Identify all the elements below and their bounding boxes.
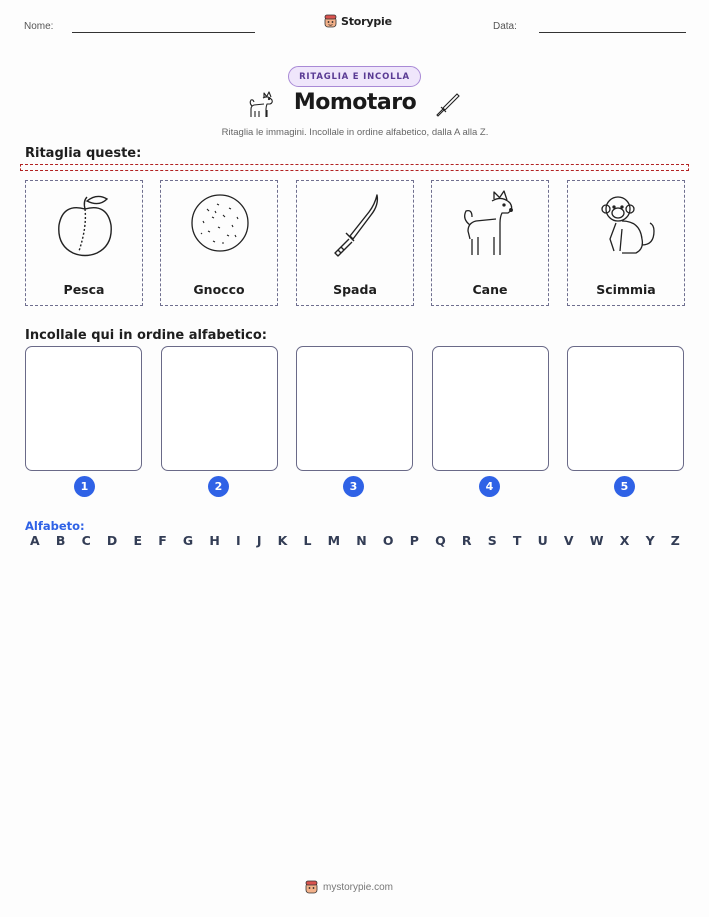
peach-icon [50,189,120,261]
alphabet-letter: E [133,533,143,548]
alphabet-letter: Z [670,533,680,548]
alphabet-letter: S [487,533,497,548]
alphabet-row [30,533,680,548]
cut-section-heading: Ritaglia queste: [25,146,142,161]
alphabet-letter: N [356,533,367,548]
cut-card-gnocco[interactable] [160,180,278,306]
alphabet-letter: L [303,533,312,548]
slot-number-3: 3 [343,476,364,497]
alphabet-letter: V [563,533,574,548]
paste-slot[interactable] [296,346,413,471]
storypie-mascot-icon [305,880,318,894]
alphabet-letter: F [158,533,167,548]
name-label: Nome: [24,21,54,32]
alphabet-letter: P [409,533,419,548]
dumpling-icon [185,189,255,261]
alphabet-letter: M [327,533,341,548]
name-line[interactable] [72,32,255,33]
alphabet-letter: I [236,533,241,548]
footer [305,880,393,894]
slot-number-1: 1 [74,476,95,497]
paste-slot[interactable] [432,346,549,471]
alphabet-letter: Q [435,533,446,548]
date-line[interactable] [539,32,686,33]
brand-name: Storypie [341,14,392,28]
slot-number-5: 5 [614,476,635,497]
alphabet-letter: X [619,533,630,548]
cut-card-spada[interactable] [296,180,414,306]
alphabet-letter: U [537,533,548,548]
card-label-spada: Spada [333,282,377,297]
alphabet-letter: T [512,533,522,548]
alphabet-letter: D [106,533,118,548]
alphabet-letter: O [382,533,394,548]
alphabet-letter: K [277,533,288,548]
slot-number-4: 4 [479,476,500,497]
alphabet-letter: B [55,533,66,548]
cut-card-scimmia[interactable] [567,180,685,306]
paste-slot[interactable] [567,346,684,471]
card-label-gnocco: Gnocco [193,282,245,297]
alphabet-letter: Y [645,533,655,548]
paste-slot[interactable] [25,346,142,471]
cut-line [20,164,689,171]
alphabet-heading: Alfabeto: [25,519,85,533]
card-label-cane: Cane [472,282,508,297]
alphabet-letter: R [461,533,472,548]
page-title: Momotaro [293,90,417,115]
paste-section-heading: Incollale qui in ordine alfabetico: [25,328,267,343]
alphabet-letter: J [256,533,262,548]
sword-icon [321,189,391,261]
cut-card-pesca[interactable] [25,180,143,306]
card-label-pesca: Pesca [63,282,105,297]
alphabet-letter: C [81,533,91,548]
alphabet-letter: W [589,533,604,548]
instructions: Ritaglia le immagini. Incollale in ordine alfabetico, dalla A alla Z. [221,127,489,138]
card-label-scimmia: Scimmia [596,282,656,297]
alphabet-letter: A [30,533,40,548]
activity-badge: RITAGLIA E INCOLLA [288,66,421,87]
alphabet-letter: H [209,533,220,548]
cut-card-cane[interactable] [431,180,549,306]
paste-slot[interactable] [161,346,278,471]
sword-icon [433,91,461,119]
alphabet-letter: G [182,533,194,548]
dog-icon [247,90,277,120]
slot-number-2: 2 [208,476,229,497]
footer-url[interactable]: mystorypie.com [323,881,394,893]
storypie-logo [324,14,392,28]
date-label: Data: [493,21,517,32]
storypie-mascot-icon [324,14,337,28]
monkey-icon [592,189,662,261]
dog-icon [456,189,526,261]
